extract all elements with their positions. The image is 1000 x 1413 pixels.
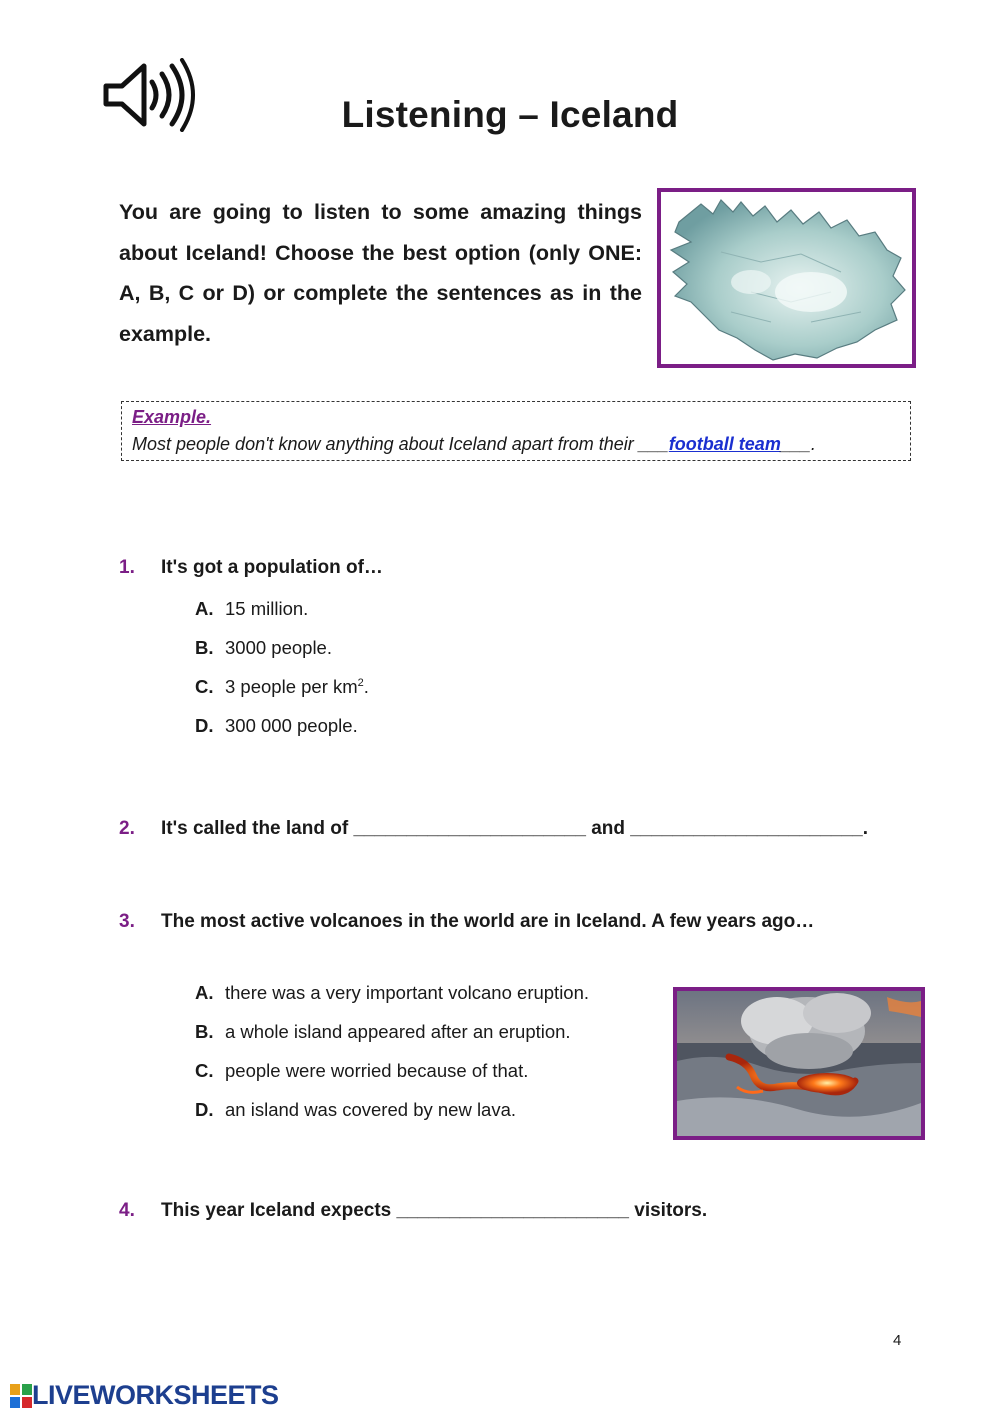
example-box [121, 401, 911, 461]
option-1c[interactable] [195, 676, 369, 698]
option-1d[interactable] [195, 715, 358, 737]
option-text: 3000 people. [225, 637, 332, 658]
example-label: Example. [132, 407, 212, 427]
option-text: 15 million. [225, 598, 309, 619]
option-text: 3 people per km [225, 676, 358, 697]
question-number: 2. [119, 818, 135, 839]
option-1a[interactable] [195, 598, 308, 620]
page-number: 4 [893, 1332, 902, 1349]
option-letter: C. [195, 1060, 214, 1081]
option-text-after: . [363, 676, 369, 697]
question-number: 4. [119, 1200, 135, 1221]
option-letter: B. [195, 1021, 214, 1042]
option-text: there was a very important volcano eruption. [225, 982, 590, 1003]
instructions: You are going to listen to some amazing things about Iceland! Choose the best option (only ONE: A, B, C or D) or complete the sentences as in the example. [119, 200, 642, 346]
option-superscript: 2 [357, 676, 364, 689]
question-text: It's got a population of… [161, 557, 383, 578]
question-4[interactable] [119, 1200, 707, 1222]
iceland-map-icon [661, 192, 912, 364]
question-text: The most active volcanoes in the world are in Iceland. A few years ago… [161, 911, 815, 932]
option-3b[interactable] [195, 1021, 571, 1043]
liveworksheets-logo-icon [10, 1384, 32, 1408]
question-number: 3. [119, 911, 135, 932]
question-text[interactable]: It's called the land of ______________________ and ______________________. [161, 818, 868, 839]
example-blank-right: ___. [780, 434, 816, 454]
page-title: Listening – Iceland [341, 94, 679, 135]
option-letter: D. [195, 1099, 214, 1120]
option-text: 300 000 people. [225, 715, 358, 736]
example-answer: football team [668, 434, 781, 454]
brand-name: LIVEWORKSHEETS [32, 1380, 279, 1410]
option-letter: C. [195, 676, 214, 697]
option-text: a whole island appeared after an eruption. [225, 1021, 571, 1042]
question-2[interactable] [119, 818, 868, 840]
example-blank-left: ___ [638, 434, 669, 454]
option-letter: D. [195, 715, 214, 736]
volcano-icon [677, 991, 921, 1136]
option-1b[interactable] [195, 637, 332, 659]
option-3a[interactable] [195, 982, 589, 1004]
option-letter: A. [195, 982, 214, 1003]
example-sentence-text: Most people don't know anything about Iceland apart from their [132, 434, 634, 454]
footer-logo[interactable] [10, 1380, 279, 1410]
question-text[interactable]: This year Iceland expects ______________________ visitors. [161, 1200, 708, 1221]
option-text: people were worried because of that. [225, 1060, 529, 1081]
question-number: 1. [119, 557, 135, 578]
option-3d[interactable] [195, 1099, 516, 1121]
option-3c[interactable] [195, 1060, 528, 1082]
option-letter: B. [195, 637, 214, 658]
option-text: an island was covered by new lava. [225, 1099, 517, 1120]
volcano-eruption-image [673, 987, 925, 1140]
example-sentence [132, 430, 900, 458]
question-3 [119, 911, 814, 933]
iceland-map-image [657, 188, 916, 368]
speaker-icon[interactable] [100, 58, 196, 132]
question-1 [119, 557, 383, 579]
option-letter: A. [195, 598, 214, 619]
